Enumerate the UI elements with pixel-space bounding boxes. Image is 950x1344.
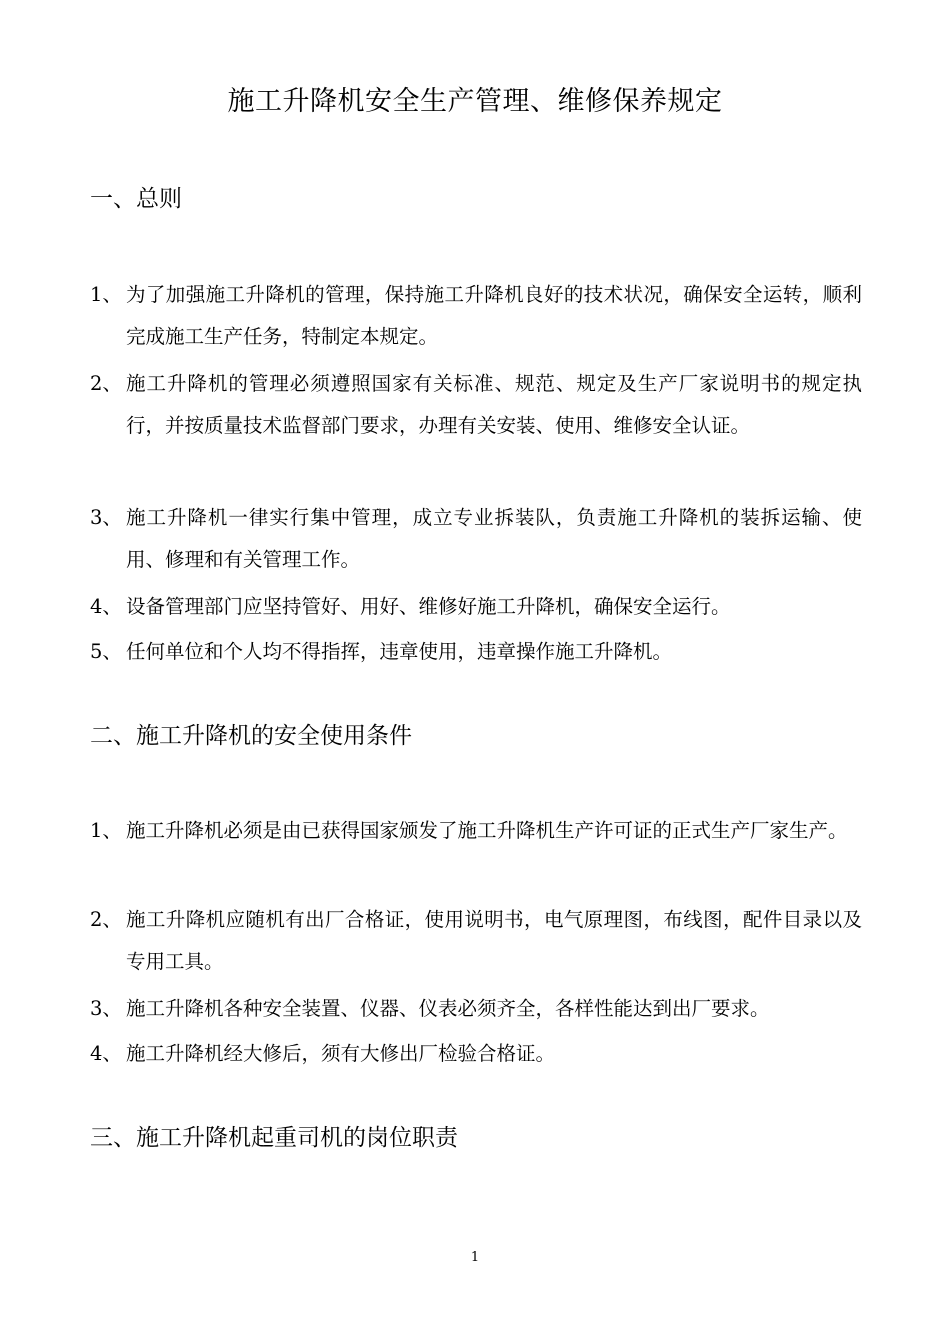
- item-text: 施工升降机各种安全装置、仪器、仪表必须齐全，各样性能达到出厂要求。: [126, 997, 770, 1020]
- item-number: 4、: [90, 595, 122, 618]
- item-text: 设备管理部门应坚持管好、用好、维修好施工升降机，确保安全运行。: [126, 595, 731, 618]
- item-number: 1、: [90, 819, 122, 842]
- list-item: [90, 1033, 862, 1075]
- item-number: 2、: [90, 908, 122, 931]
- list-item: [90, 274, 862, 358]
- item-number: 5、: [90, 640, 122, 663]
- list-item: [90, 586, 862, 628]
- page-number: 1: [470, 1250, 480, 1265]
- list-item: [90, 899, 862, 983]
- item-number: 1、: [90, 283, 122, 306]
- item-number: 3、: [90, 997, 122, 1020]
- item-text: 施工升降机必须是由已获得国家颁发了施工升降机生产许可证的正式生产厂家生产。: [126, 819, 848, 842]
- section-heading-safe-use-conditions: 二、施工升降机的安全使用条件: [90, 723, 412, 749]
- item-text: 施工升降机应随机有出厂合格证，使用说明书，电气原理图，布线图，配件目录以及专用工具。: [126, 908, 862, 973]
- list-item: [90, 988, 862, 1030]
- item-text: 施工升降机一律实行集中管理，成立专业拆装队，负责施工升降机的装拆运输、使用、修理和有关管理工作。: [126, 506, 862, 571]
- item-text: 施工升降机的管理必须遵照国家有关标准、规范、规定及生产厂家说明书的规定执行，并按质量技术监督部门要求，办理有关安装、使用、维修安全认证。: [126, 372, 862, 437]
- list-item: [90, 631, 862, 673]
- document-title: 施工升降机安全生产管理、维修保养规定: [227, 86, 723, 117]
- list-item: [90, 363, 862, 447]
- item-number: 4、: [90, 1042, 122, 1065]
- item-number: 3、: [90, 506, 122, 529]
- item-text: 任何单位和个人均不得指挥，违章使用，违章操作施工升降机。: [126, 640, 673, 663]
- item-number: 2、: [90, 372, 122, 395]
- list-item: [90, 810, 862, 852]
- item-text: 施工升降机经大修后，须有大修出厂检验合格证。: [126, 1042, 556, 1065]
- list-item: [90, 497, 862, 581]
- section-heading-operator-duties: 三、施工升降机起重司机的岗位职责: [90, 1125, 458, 1151]
- section-heading-general: 一、总则: [90, 186, 182, 212]
- item-text: 为了加强施工升降机的管理，保持施工升降机良好的技术状况，确保安全运转，顺利完成施工生产任务，特制定本规定。: [126, 283, 862, 348]
